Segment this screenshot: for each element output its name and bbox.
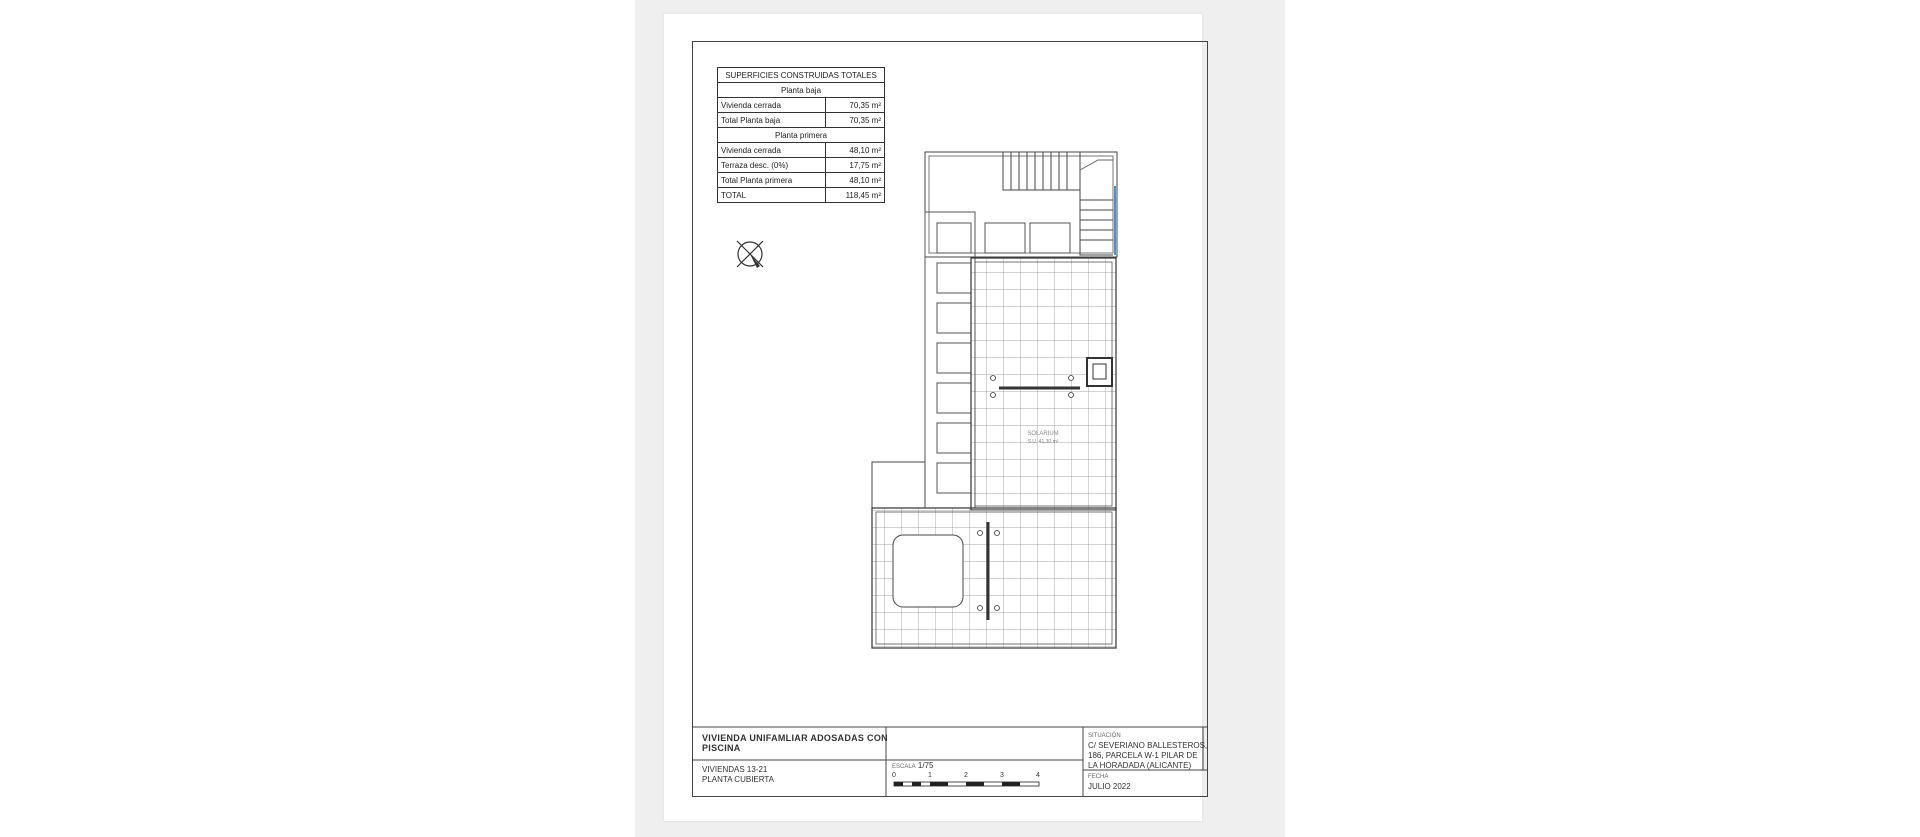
date-value: JULIO 2022: [1088, 782, 1131, 791]
total-label: TOTAL: [718, 188, 826, 203]
surfaces-table-header: SUPERFICIES CONSTRUIDAS TOTALES: [718, 68, 885, 83]
location-label: SITUACIÓN: [1088, 733, 1121, 739]
sheet-info: [702, 765, 774, 785]
location-line-3: LA HORADADA (ALICANTE): [1088, 761, 1192, 770]
sheet-name: PLANTA CUBIERTA: [702, 775, 775, 784]
row-label: Total Planta baja: [718, 113, 826, 128]
location-info: [1088, 731, 1207, 771]
scale-value: 1/75: [917, 761, 934, 770]
row-value: 70,35 m²: [826, 113, 885, 128]
location-line-1: C/ SEVERIANO BALLESTEROS,: [1088, 741, 1208, 750]
stair-block: [925, 152, 1117, 257]
row-value: 17,75 m²: [826, 158, 885, 173]
total-value: 118,45 m²: [826, 188, 885, 203]
row-label: Total Planta primera: [718, 173, 826, 188]
skylight: [893, 535, 963, 607]
section-ground-floor: Planta baja: [718, 83, 885, 98]
scale-tick: 3: [1000, 772, 1004, 779]
scale-tick: 2: [964, 772, 968, 779]
row-value: 70,35 m²: [826, 98, 885, 113]
vent-icon: [1087, 358, 1112, 386]
row-label: Vivienda cerrada: [718, 98, 826, 113]
row-label: Terraza desc. (0%): [718, 158, 826, 173]
room-label: SOLARIUM: [1027, 431, 1059, 437]
row-label: Vivienda cerrada: [718, 143, 826, 158]
scale-label: ESCALA: [892, 764, 916, 770]
row-value: 48,10 m²: [826, 143, 885, 158]
project-title-line-2: PISCINA: [702, 743, 741, 753]
north-arrow-icon: [737, 241, 763, 268]
scale-tick: 0: [892, 772, 896, 779]
units-label: VIVIENDAS 13-21: [702, 765, 768, 774]
scale-tick: 4: [1036, 772, 1040, 779]
project-title-line-1: VIVIENDA UNIFAMLIAR ADOSADAS CON: [702, 733, 888, 743]
date-label: FECHA: [1088, 774, 1109, 780]
row-value: 48,10 m²: [826, 173, 885, 188]
date-info: [1088, 772, 1131, 792]
scale-tick: 1: [928, 772, 932, 779]
scale-bar: [894, 782, 1039, 786]
location-line-2: 186, PARCELA W-1 PILAR DE: [1088, 751, 1198, 760]
section-first-floor: Planta primera: [718, 128, 885, 143]
project-title: [702, 733, 888, 753]
room-area-label: S.U. 41,30 m²: [1027, 439, 1059, 445]
